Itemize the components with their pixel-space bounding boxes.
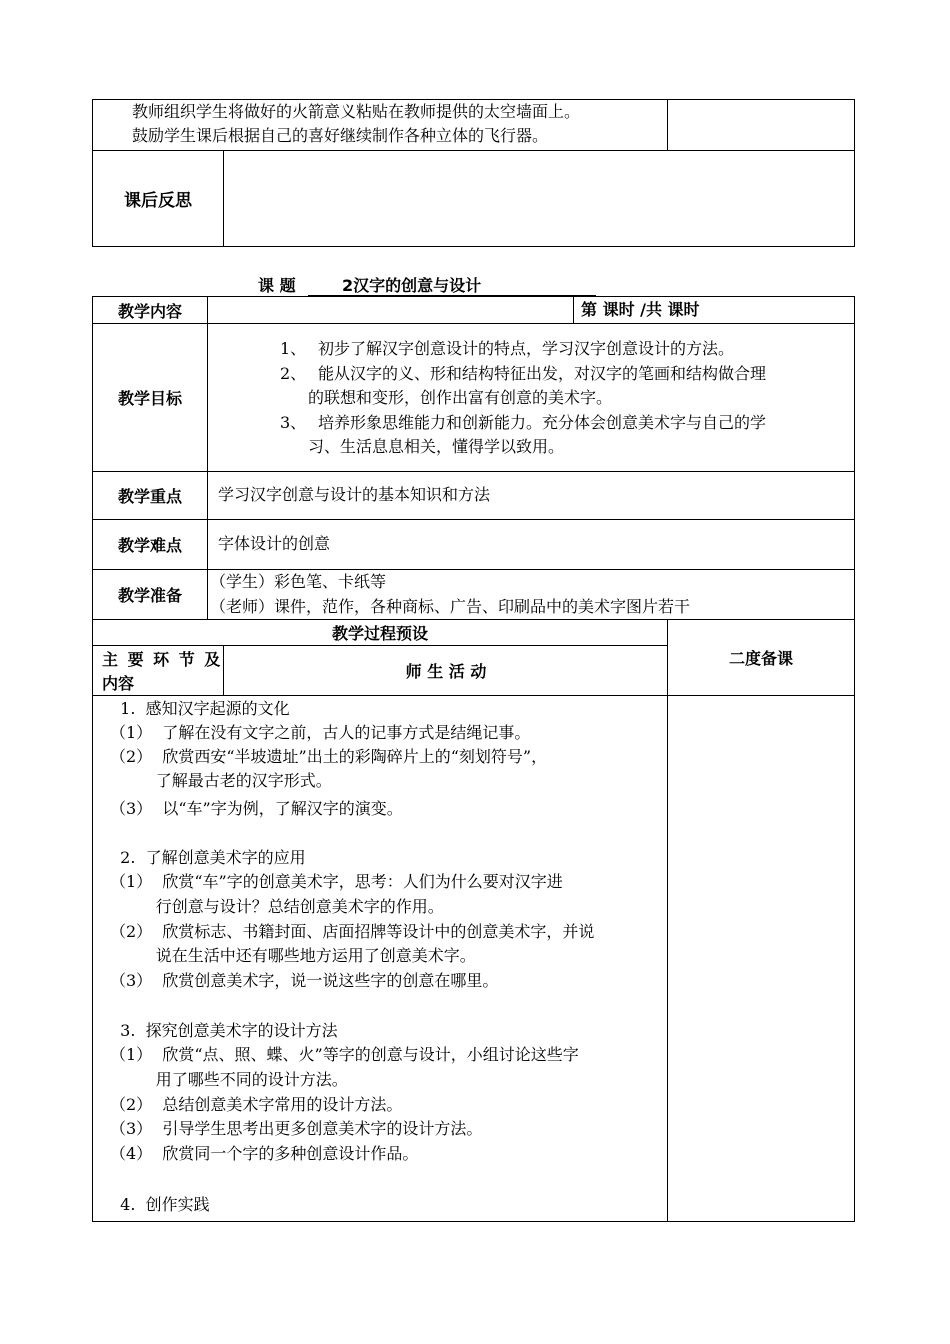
process-label: 教学过程预设 (331, 624, 428, 643)
goals-label: 教学目标 (117, 389, 182, 408)
lesson-title-value: 2汉字的创意与设计 (342, 276, 482, 295)
process-line: 了解最古老的汉字形式。 (110, 771, 332, 790)
difficulty-value: 字体设计的创意 (218, 534, 331, 553)
process-line: 3. 探究创意美术字的设计方法 (110, 1021, 338, 1040)
goal-1-num: 1、 (280, 339, 307, 358)
stage-label-line2: 内容 (102, 674, 135, 693)
goal-2-line2: 的联想和变形，创作出富有创意的美术字。 (308, 388, 613, 407)
process-line: （3） 以“车”字为例，了解汉字的演变。 (110, 799, 403, 818)
goal-3-line2: 习、生活息息相关，懂得学以致用。 (308, 437, 565, 456)
goal-1-line1: 初步了解汉字创意设计的特点，学习汉字创意设计的方法。 (318, 339, 735, 358)
process-line: 说在生活中还有哪些地方运用了创意美术字。 (110, 946, 476, 965)
top-table-col-divider (667, 99, 668, 151)
lesson-title-label: 课 题 (258, 276, 296, 295)
process-line: （1） 欣赏“车”字的创意美术字，思考：人们为什么要对汉字进 (110, 872, 563, 891)
process-line: （1） 了解在没有文字之前，古人的记事方式是结绳记事。 (110, 723, 531, 742)
second-prep-col-divider (667, 619, 668, 1222)
process-line: 2. 了解创意美术字的应用 (110, 848, 306, 867)
process-line: （3） 欣赏创意美术字，说一说这些字的创意在哪里。 (110, 971, 499, 990)
reflection-label: 课后反思 (124, 191, 192, 211)
process-body (110, 697, 662, 1217)
process-line: 4. 创作实践 (110, 1195, 210, 1214)
top-text-line1: 教师组织学生将做好的火箭意义粘贴在教师提供的太空墙面上。 (132, 102, 581, 121)
goal-3-num: 3、 (280, 413, 307, 432)
process-line: （4） 欣赏同一个字的多种创意设计作品。 (110, 1144, 419, 1163)
period-label: 第 课时 /共 课时 (581, 300, 700, 319)
stage-label-line1: 主 要 环 节 及 (102, 650, 223, 669)
prep-line-2: （老师）课件，范作，各种商标、广告、印刷品中的美术字图片若干 (210, 597, 691, 616)
process-line: 行创意与设计？总结创意美术字的作用。 (110, 897, 444, 916)
prep-label: 教学准备 (117, 586, 182, 605)
content-label: 教学内容 (117, 301, 182, 321)
key-value: 学习汉字创意与设计的基本知识和方法 (218, 485, 491, 504)
period-col-divider (573, 296, 574, 324)
process-line: （2） 欣赏西安“半坡遗址”出土的彩陶碎片上的“刻划符号”， (110, 747, 548, 766)
process-line: 1. 感知汉字起源的文化 (110, 699, 290, 718)
process-line: 用了哪些不同的设计方法。 (110, 1070, 348, 1089)
difficulty-label: 教学难点 (117, 536, 182, 555)
top-text-line2: 鼓励学生课后根据自己的喜好继续制作各种立体的飞行器。 (132, 126, 549, 145)
prep-line-1: （学生）彩色笔、卡纸等 (210, 572, 387, 591)
process-line: （2） 总结创意美术字常用的设计方法。 (110, 1095, 403, 1114)
key-label: 教学重点 (117, 487, 182, 506)
goal-3-line1: 培养形象思维能力和创新能力。充分体会创意美术字与自己的学 (318, 413, 767, 432)
process-line: （1） 欣赏“点、照、蝶、火”等字的创意与设计，小组讨论这些字 (110, 1045, 579, 1064)
activity-label: 师 生 活 动 (405, 662, 487, 681)
goal-2-num: 2、 (280, 364, 307, 383)
second-prep-label: 二度备课 (728, 649, 793, 668)
process-line: （3） 引导学生思考出更多创意美术字的设计方法。 (110, 1119, 483, 1138)
process-line: （2） 欣赏标志、书籍封面、店面招牌等设计中的创意美术字，并说 (110, 922, 595, 941)
goal-2-line1: 能从汉字的义、形和结构特征出发，对汉字的笔画和结构做合理 (318, 364, 767, 383)
